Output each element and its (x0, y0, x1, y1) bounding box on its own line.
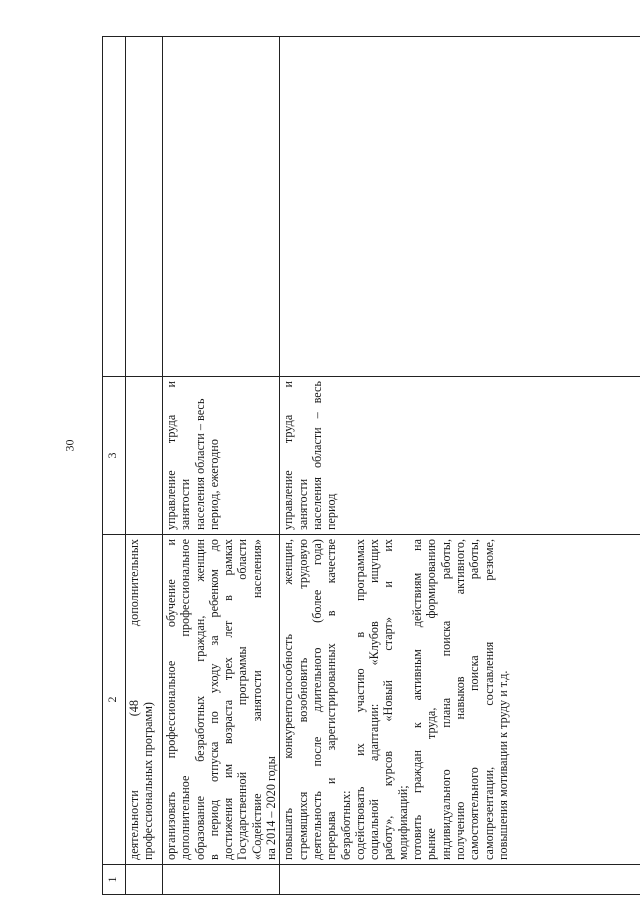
empty-cell (126, 37, 163, 377)
rotated-table-container (102, 37, 640, 895)
empty-cell (280, 37, 640, 377)
empty-cell (163, 37, 280, 377)
header-col-3: 3 (103, 377, 126, 535)
measure-line: получению навыков активного, (452, 539, 467, 860)
responsible-cell (126, 377, 163, 535)
measure-line: стремящихся возобновить трудовую (295, 539, 310, 860)
measure-line: дополнительное профессиональное (178, 539, 193, 860)
measure-line: модификаций; (395, 785, 410, 860)
measure-line: деятельность после длительного (более года) (309, 539, 324, 860)
measure-line: рынке труда, формированию (424, 539, 439, 860)
measure-line: работу», курсов «Новый старт» и их (381, 539, 396, 860)
responsible-line: период, ежегодно (206, 439, 221, 530)
measure-line: на 2014 – 2020 годы (264, 756, 279, 860)
measure-line: перерыва и зарегистрированных в качестве (324, 539, 339, 860)
measure-line: в период отпуска по уходу за ребенком до (206, 539, 221, 860)
responsible-line: населения области – весь (192, 398, 207, 530)
measure-line: «Содействие занятости населения» (249, 539, 264, 860)
header-col-2: 2 (103, 535, 126, 865)
measures-table (102, 36, 640, 895)
table-row (126, 37, 163, 895)
measure-line: профессиональных программ) (141, 702, 156, 860)
measure-cell (280, 535, 640, 865)
measure-line: безработных: (338, 790, 353, 860)
measure-cell (163, 535, 280, 865)
responsible-cell (163, 377, 280, 535)
header-col-4-empty (103, 37, 126, 377)
row-number-cell (126, 865, 163, 895)
header-col-1: 1 (103, 865, 126, 895)
measure-cell (126, 535, 163, 865)
measure-line: самопрезентации, составления резюме, (481, 539, 496, 860)
responsible-line: населения области – весь период (309, 381, 339, 530)
responsible-line: управление труда и занятости (281, 381, 310, 530)
page-number: 30 (62, 439, 77, 452)
table-row (163, 37, 280, 895)
measure-line: организовать профессиональное обучение и (164, 539, 178, 860)
measure-line: готовить граждан к активным действиям на (410, 539, 425, 860)
measure-line: достижения им возраста трех лет в рамках (221, 539, 236, 860)
responsible-line: управление труда и занятости (164, 381, 193, 530)
table-row (280, 37, 640, 895)
measure-line: деятельности (48 дополнительных (127, 539, 141, 860)
responsible-cell (280, 377, 640, 535)
measure-line: самостоятельного поиска работы, (467, 539, 482, 860)
measure-line: содействовать их участию в программах (352, 539, 367, 860)
measure-line: социальной адаптации: «Клубов ищущих (367, 539, 382, 860)
measure-line: Государственной программы области (235, 539, 250, 860)
measure-line: повышения мотивации к труду и т.д. (495, 670, 510, 860)
header-row (103, 37, 126, 895)
row-number-cell (280, 865, 640, 895)
measure-line: повышать конкурентоспособность женщин, (281, 539, 296, 860)
measure-line: образование безработных граждан, женщин (192, 539, 207, 860)
row-number-cell (163, 865, 280, 895)
measure-line: индивидуального плана поиска работы, (438, 539, 453, 860)
